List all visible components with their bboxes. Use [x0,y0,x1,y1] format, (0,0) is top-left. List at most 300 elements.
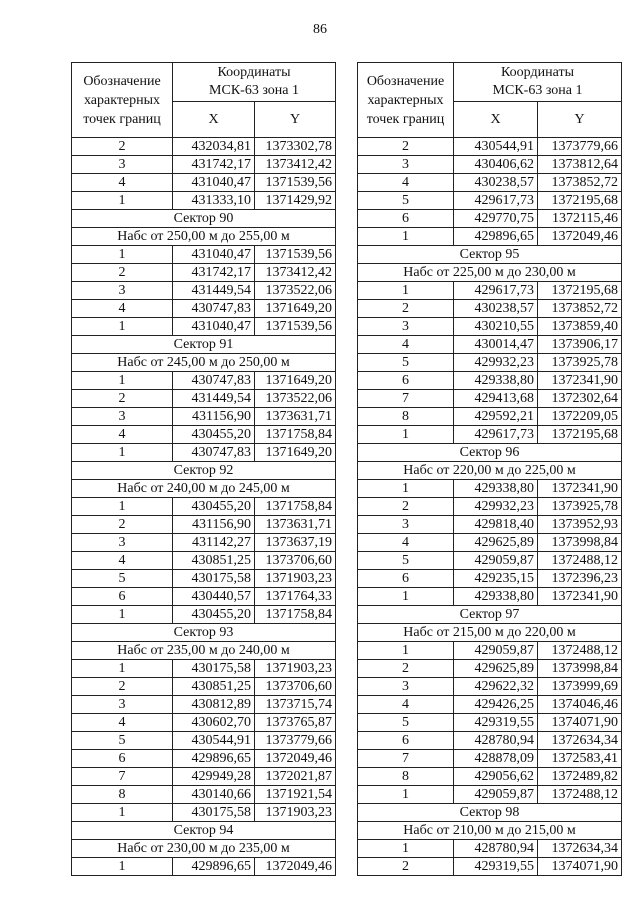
x-coordinate: 430238,57 [454,174,538,192]
section-label: Сектор 91 [72,336,336,354]
point-number: 2 [358,498,454,516]
x-coordinate: 431156,90 [173,516,255,534]
point-number: 7 [358,750,454,768]
table-row [358,156,622,174]
x-coordinate: 429896,65 [173,858,255,876]
point-number: 6 [358,210,454,228]
y-coordinate: 1372209,05 [538,408,622,426]
table-row [358,552,622,570]
x-coordinate: 431742,17 [173,264,255,282]
coordinates-table-left [71,62,336,876]
point-number: 2 [72,516,173,534]
point-number: 1 [358,642,454,660]
x-coordinate: 430747,83 [173,444,255,462]
point-number: 1 [358,228,454,246]
section-row [358,822,622,840]
table-row [358,318,622,336]
point-number: 4 [72,426,173,444]
point-number: 8 [358,408,454,426]
section-row [72,840,336,858]
y-coordinate: 1373998,84 [538,534,622,552]
section-row [72,354,336,372]
y-coordinate: 1373631,71 [255,408,336,426]
table-row [358,714,622,732]
x-coordinate: 429059,87 [454,552,538,570]
x-coordinate: 430851,25 [173,552,255,570]
section-label: Набс от 230,00 м до 235,00 м [72,840,336,858]
column-header-x: X [173,102,255,138]
table-row [358,588,622,606]
y-coordinate: 1374071,90 [538,714,622,732]
table-row [358,408,622,426]
point-number: 3 [72,282,173,300]
header-label-line-1: Обозначение [83,73,161,89]
point-number: 3 [358,678,454,696]
header-coord-system: МСК-63 зона 1 [492,83,583,98]
table-row [72,660,336,678]
x-coordinate: 431449,54 [173,282,255,300]
point-number: 6 [72,750,173,768]
table-row [72,246,336,264]
x-coordinate: 432034,81 [173,138,255,156]
point-number: 8 [358,768,454,786]
y-coordinate: 1373522,06 [255,282,336,300]
x-coordinate: 429319,55 [454,714,538,732]
table-row [72,858,336,876]
header-label-line-1: Обозначение [366,73,445,89]
table-row [72,444,336,462]
section-label: Набс от 220,00 м до 225,00 м [358,462,622,480]
section-label: Набс от 210,00 м до 215,00 м [358,822,622,840]
table-row [358,174,622,192]
table-row [72,534,336,552]
y-coordinate: 1371539,56 [255,174,336,192]
y-coordinate: 1372115,46 [538,210,622,228]
point-number: 3 [358,516,454,534]
y-coordinate: 1373765,87 [255,714,336,732]
y-coordinate: 1371649,20 [255,444,336,462]
y-coordinate: 1373859,40 [538,318,622,336]
section-label: Сектор 97 [358,606,622,624]
table-row [358,678,622,696]
y-coordinate: 1373925,78 [538,354,622,372]
point-number: 1 [358,786,454,804]
section-label: Набс от 225,00 м до 230,00 м [358,264,622,282]
table-row [72,552,336,570]
point-number: 1 [72,498,173,516]
y-coordinate: 1372583,41 [538,750,622,768]
x-coordinate: 430747,83 [173,372,255,390]
point-number: 1 [72,246,173,264]
y-coordinate: 1371764,33 [255,588,336,606]
section-row [72,228,336,246]
table-row [72,786,336,804]
table-row [72,804,336,822]
point-number: 6 [358,570,454,588]
point-number: 7 [358,390,454,408]
y-coordinate: 1373812,64 [538,156,622,174]
point-number: 4 [72,174,173,192]
point-number: 8 [72,786,173,804]
y-coordinate: 1373906,17 [538,336,622,354]
x-coordinate: 429056,62 [454,768,538,786]
point-number: 3 [72,408,173,426]
point-number: 1 [72,372,173,390]
y-coordinate: 1371903,23 [255,804,336,822]
section-row [358,246,622,264]
point-number: 3 [72,156,173,174]
y-coordinate: 1371758,84 [255,606,336,624]
section-row [72,642,336,660]
point-number: 1 [358,588,454,606]
table-row [358,786,622,804]
x-coordinate: 429949,28 [173,768,255,786]
table-row [358,750,622,768]
x-coordinate: 430455,20 [173,426,255,444]
table-row [72,588,336,606]
y-coordinate: 1373998,84 [538,660,622,678]
table-row [72,156,336,174]
y-coordinate: 1373925,78 [538,498,622,516]
point-number: 1 [72,606,173,624]
y-coordinate: 1373706,60 [255,678,336,696]
table-row [72,750,336,768]
table-row [358,300,622,318]
point-number: 2 [358,138,454,156]
x-coordinate: 429338,80 [454,372,538,390]
x-coordinate: 429770,75 [454,210,538,228]
point-number: 1 [72,660,173,678]
x-coordinate: 429896,65 [454,228,538,246]
column-header-x: X [454,102,538,138]
section-row [358,624,622,642]
point-number: 4 [358,696,454,714]
table-row [358,732,622,750]
table-row [358,282,622,300]
table-row [358,516,622,534]
x-coordinate: 429625,89 [454,660,538,678]
point-number: 2 [358,300,454,318]
table-row [72,300,336,318]
point-number: 1 [358,282,454,300]
table-row [358,336,622,354]
x-coordinate: 430175,58 [173,660,255,678]
section-row [358,606,622,624]
y-coordinate: 1371429,92 [255,192,336,210]
column-header-coordinates [454,63,622,102]
y-coordinate: 1373706,60 [255,552,336,570]
point-number: 4 [72,300,173,318]
point-number: 5 [358,714,454,732]
y-coordinate: 1371903,23 [255,570,336,588]
y-coordinate: 1372341,90 [538,372,622,390]
x-coordinate: 430175,58 [173,804,255,822]
y-coordinate: 1373952,93 [538,516,622,534]
coordinates-table-left-body [72,138,336,876]
y-coordinate: 1371921,54 [255,786,336,804]
header-label-line-3: точек границ [366,111,445,127]
point-number: 1 [72,192,173,210]
point-number: 1 [358,840,454,858]
x-coordinate: 430747,83 [173,300,255,318]
header-coord-title: Координаты [217,65,291,80]
x-coordinate: 429617,73 [454,192,538,210]
x-coordinate: 430406,62 [454,156,538,174]
table-row [358,480,622,498]
y-coordinate: 1373779,66 [255,732,336,750]
x-coordinate: 429622,32 [454,678,538,696]
y-coordinate: 1372195,68 [538,192,622,210]
table-row [358,228,622,246]
y-coordinate: 1373412,42 [255,264,336,282]
point-number: 3 [358,156,454,174]
y-coordinate: 1371758,84 [255,498,336,516]
section-row [72,624,336,642]
x-coordinate: 429059,87 [454,786,538,804]
x-coordinate: 428780,94 [454,732,538,750]
section-row [72,480,336,498]
section-label: Набс от 250,00 м до 255,00 м [72,228,336,246]
header-label-line-3: точек границ [83,111,161,127]
point-number: 3 [72,696,173,714]
section-row [358,462,622,480]
x-coordinate: 431040,47 [173,246,255,264]
x-coordinate: 429235,15 [454,570,538,588]
table-row [358,210,622,228]
point-number: 4 [72,552,173,570]
table-row [72,408,336,426]
section-label: Сектор 94 [72,822,336,840]
point-number: 6 [72,588,173,606]
table-row [358,570,622,588]
y-coordinate: 1372488,12 [538,552,622,570]
y-coordinate: 1372341,90 [538,480,622,498]
point-number: 2 [72,678,173,696]
x-coordinate: 429426,25 [454,696,538,714]
x-coordinate: 430851,25 [173,678,255,696]
x-coordinate: 430544,91 [173,732,255,750]
y-coordinate: 1371539,56 [255,318,336,336]
x-coordinate: 429338,80 [454,588,538,606]
section-label: Сектор 93 [72,624,336,642]
table-row [72,372,336,390]
y-coordinate: 1371903,23 [255,660,336,678]
y-coordinate: 1373302,78 [255,138,336,156]
section-row [72,822,336,840]
y-coordinate: 1372302,64 [538,390,622,408]
table-row [358,354,622,372]
section-label: Сектор 98 [358,804,622,822]
x-coordinate: 429059,87 [454,642,538,660]
point-number: 4 [72,714,173,732]
x-coordinate: 430238,57 [454,300,538,318]
x-coordinate: 431040,47 [173,318,255,336]
table-row [72,696,336,714]
x-coordinate: 430602,70 [173,714,255,732]
table-row [72,390,336,408]
point-number: 7 [72,768,173,786]
y-coordinate: 1371758,84 [255,426,336,444]
table-row [358,498,622,516]
table-row [72,138,336,156]
x-coordinate: 431742,17 [173,156,255,174]
point-number: 5 [72,732,173,750]
y-coordinate: 1371539,56 [255,246,336,264]
table-row [358,372,622,390]
table-row [72,426,336,444]
page-number: 86 [313,22,327,37]
coordinates-table-right-body [358,138,622,876]
table-row [358,768,622,786]
y-coordinate: 1372634,34 [538,840,622,858]
x-coordinate: 430455,20 [173,606,255,624]
header-label-line-2: характерных [367,92,444,108]
table-row [358,696,622,714]
x-coordinate: 430440,57 [173,588,255,606]
y-coordinate: 1372634,34 [538,732,622,750]
table-row [358,840,622,858]
x-coordinate: 429319,55 [454,858,538,876]
point-number: 5 [358,192,454,210]
x-coordinate: 429896,65 [173,750,255,768]
x-coordinate: 429592,21 [454,408,538,426]
x-coordinate: 429625,89 [454,534,538,552]
point-number: 2 [72,264,173,282]
x-coordinate: 429338,80 [454,480,538,498]
y-coordinate: 1372021,87 [255,768,336,786]
point-number: 1 [358,480,454,498]
section-row [72,336,336,354]
section-label: Набс от 240,00 м до 245,00 м [72,480,336,498]
x-coordinate: 430812,89 [173,696,255,714]
y-coordinate: 1372341,90 [538,588,622,606]
point-number: 3 [72,534,173,552]
y-coordinate: 1373715,74 [255,696,336,714]
section-label: Набс от 215,00 м до 220,00 м [358,624,622,642]
point-number: 4 [358,534,454,552]
point-number: 5 [72,570,173,588]
x-coordinate: 428878,09 [454,750,538,768]
y-coordinate: 1372195,68 [538,426,622,444]
y-coordinate: 1372488,12 [538,642,622,660]
column-header-point-label [72,63,173,138]
y-coordinate: 1374071,90 [538,858,622,876]
y-coordinate: 1374046,46 [538,696,622,714]
y-coordinate: 1371649,20 [255,300,336,318]
table-row [358,192,622,210]
header-coord-title: Координаты [501,65,574,80]
section-row [358,444,622,462]
y-coordinate: 1372488,12 [538,786,622,804]
point-number: 2 [72,138,173,156]
column-header-y: Y [255,102,336,138]
x-coordinate: 431040,47 [173,174,255,192]
x-coordinate: 429617,73 [454,282,538,300]
point-number: 6 [358,732,454,750]
x-coordinate: 429932,23 [454,498,538,516]
x-coordinate: 430210,55 [454,318,538,336]
table-row [72,498,336,516]
x-coordinate: 429818,40 [454,516,538,534]
x-coordinate: 431333,10 [173,192,255,210]
section-label: Сектор 92 [72,462,336,480]
column-header-y: Y [538,102,622,138]
y-coordinate: 1372049,46 [255,858,336,876]
table-row [72,174,336,192]
table-row [358,534,622,552]
point-number: 4 [358,336,454,354]
x-coordinate: 428780,94 [454,840,538,858]
section-row [358,804,622,822]
x-coordinate: 430014,47 [454,336,538,354]
x-coordinate: 431142,27 [173,534,255,552]
table-row [72,264,336,282]
table-row [358,138,622,156]
table-row [72,768,336,786]
x-coordinate: 431449,54 [173,390,255,408]
table-row [72,516,336,534]
point-number: 5 [358,552,454,570]
point-number: 1 [72,858,173,876]
x-coordinate: 430175,58 [173,570,255,588]
table-row [358,426,622,444]
section-label: Сектор 96 [358,444,622,462]
y-coordinate: 1373852,72 [538,174,622,192]
section-label: Набс от 235,00 м до 240,00 м [72,642,336,660]
y-coordinate: 1373522,06 [255,390,336,408]
x-coordinate: 431156,90 [173,408,255,426]
x-coordinate: 430455,20 [173,498,255,516]
point-number: 5 [358,354,454,372]
y-coordinate: 1373852,72 [538,300,622,318]
section-label: Сектор 90 [72,210,336,228]
table-row [72,192,336,210]
y-coordinate: 1371649,20 [255,372,336,390]
column-header-coordinates [173,63,336,102]
section-label: Набс от 245,00 м до 250,00 м [72,354,336,372]
y-coordinate: 1372396,23 [538,570,622,588]
table-row [72,570,336,588]
header-label-line-2: характерных [83,92,161,108]
column-header-point-label [358,63,454,138]
y-coordinate: 1372049,46 [255,750,336,768]
point-number: 3 [358,318,454,336]
x-coordinate: 430544,91 [454,138,538,156]
y-coordinate: 1373637,19 [255,534,336,552]
table-row [358,390,622,408]
point-number: 6 [358,372,454,390]
x-coordinate: 429932,23 [454,354,538,372]
point-number: 1 [72,444,173,462]
point-number: 1 [72,318,173,336]
y-coordinate: 1372195,68 [538,282,622,300]
y-coordinate: 1372049,46 [538,228,622,246]
table-row [358,642,622,660]
table-row [72,282,336,300]
x-coordinate: 430140,66 [173,786,255,804]
x-coordinate: 429413,68 [454,390,538,408]
table-row [72,678,336,696]
table-row [72,606,336,624]
header-coord-system: МСК-63 зона 1 [209,83,299,98]
table-row [72,318,336,336]
section-label: Сектор 95 [358,246,622,264]
y-coordinate: 1373631,71 [255,516,336,534]
point-number: 1 [72,804,173,822]
x-coordinate: 429617,73 [454,426,538,444]
section-row [358,264,622,282]
point-number: 1 [358,426,454,444]
